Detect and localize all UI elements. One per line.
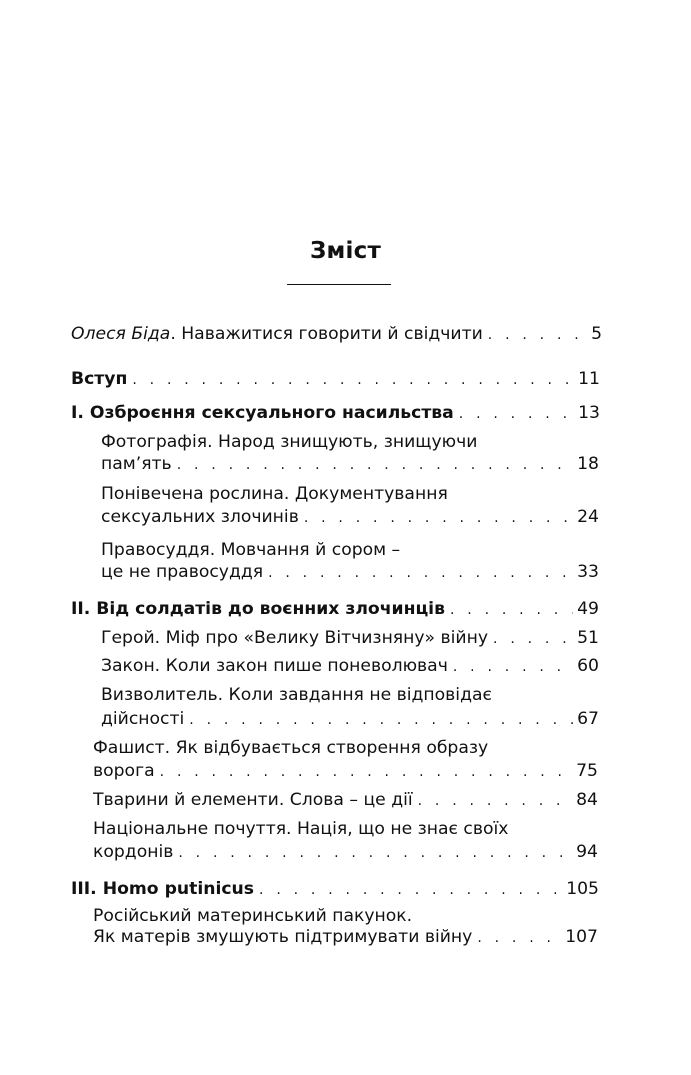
page-number: 67 <box>577 709 599 729</box>
dot-leader <box>477 927 561 949</box>
toc-subentry-liberator-line1[interactable]: Визволитель. Коли завдання не відповідає <box>101 685 492 705</box>
toc-subentry-justice-line1[interactable]: Правосуддя. Мовчання й сором – <box>101 540 401 560</box>
toc-subentry-hero[interactable] <box>101 627 599 650</box>
dot-leader <box>160 761 572 783</box>
toc-subentry-justice[interactable] <box>101 561 599 584</box>
toc-subentry-package[interactable] <box>93 926 598 949</box>
page-number: 107 <box>565 927 598 947</box>
foreword-title: . Наважитися говорити й свідчити <box>170 324 483 344</box>
dot-leader <box>488 324 587 346</box>
dot-leader <box>189 709 573 731</box>
toc-entry-text: Як матерів змушують підтримувати війну <box>93 927 473 947</box>
toc-subentry-plant-line1[interactable]: Понівечена рослина. Документування <box>101 484 448 504</box>
dot-leader <box>259 879 562 901</box>
toc-entry-text: ворога <box>93 761 155 781</box>
title-divider <box>287 284 391 285</box>
toc-entry-text: Тварини й елементи. Слова – це дії <box>93 790 413 810</box>
toc-entry-text: пам’ять <box>101 454 172 474</box>
toc-subentry-fascist-line1[interactable]: Фашист. Як відбувається створення образу <box>93 738 489 758</box>
toc-entry-text: Герой. Міф про «Велику Вітчизняну» війну <box>101 628 489 648</box>
page-number: 5 <box>591 324 602 344</box>
toc-subentry-nation[interactable] <box>93 841 598 864</box>
toc-entry-text: II. Від солдатів до воєнних злочинців <box>71 599 445 619</box>
toc-entry-chapter-3[interactable] <box>71 878 599 901</box>
toc-entry-text: Вступ <box>71 369 128 389</box>
toc-subentry-fascist[interactable] <box>93 760 598 783</box>
toc-subentry-nation-line1[interactable]: Національне почуття. Нація, що не знає своїх <box>93 819 509 839</box>
page-number: 75 <box>576 761 598 781</box>
page-number: 18 <box>577 454 599 474</box>
foreword-author: Олеся Біда <box>71 324 171 344</box>
dot-leader <box>418 790 573 812</box>
dot-leader <box>453 656 573 678</box>
toc-entry-text: дійсності <box>101 709 185 729</box>
toc-subentry-law[interactable] <box>101 655 599 678</box>
page-number: 24 <box>577 507 599 527</box>
dot-leader <box>450 599 573 621</box>
toc-entry-text: III. Homo putinicus <box>71 879 255 899</box>
page-number: 105 <box>566 879 599 899</box>
toc-subentry-photo-line1[interactable]: Фотографія. Народ знищують, знищуючи <box>101 432 478 452</box>
toc-subentry-liberator[interactable] <box>101 708 599 731</box>
toc-entry-chapter-2[interactable] <box>71 598 599 621</box>
toc-subentry-photo[interactable] <box>101 453 599 476</box>
dot-leader <box>304 507 573 529</box>
toc-entry-intro[interactable] <box>71 368 600 391</box>
toc-entry-text: кордонів <box>93 842 174 862</box>
dot-leader <box>178 842 572 864</box>
page-title: Зміст <box>310 238 381 264</box>
toc-subentry-package-line1[interactable]: Російський материнський пакунок. <box>93 906 413 926</box>
dot-leader <box>459 403 574 425</box>
page-number: 60 <box>577 656 599 676</box>
toc-entry-text: сексуальних злочинів <box>101 507 299 527</box>
toc-entry-text: це не правосуддя <box>101 562 264 582</box>
page-number: 33 <box>577 562 599 582</box>
page-number: 49 <box>577 599 599 619</box>
dot-leader <box>493 628 573 650</box>
page-number: 84 <box>576 790 598 810</box>
page-number: 94 <box>576 842 598 862</box>
toc-subentry-plant[interactable] <box>101 506 599 529</box>
toc-entry-text: I. Озброєння сексуального насильства <box>71 403 454 423</box>
dot-leader <box>268 562 573 584</box>
page-number: 51 <box>577 628 599 648</box>
toc-entry-text: Закон. Коли закон пише поневолювач <box>101 656 448 676</box>
page-number: 11 <box>578 369 600 389</box>
toc-subentry-animals[interactable] <box>93 789 598 812</box>
dot-leader <box>132 369 574 391</box>
toc-entry-chapter-1[interactable] <box>71 402 600 425</box>
dot-leader <box>177 454 573 476</box>
toc-entry-foreword[interactable] <box>71 323 602 346</box>
page-number: 13 <box>578 403 600 423</box>
toc-entry-text <box>71 323 483 345</box>
